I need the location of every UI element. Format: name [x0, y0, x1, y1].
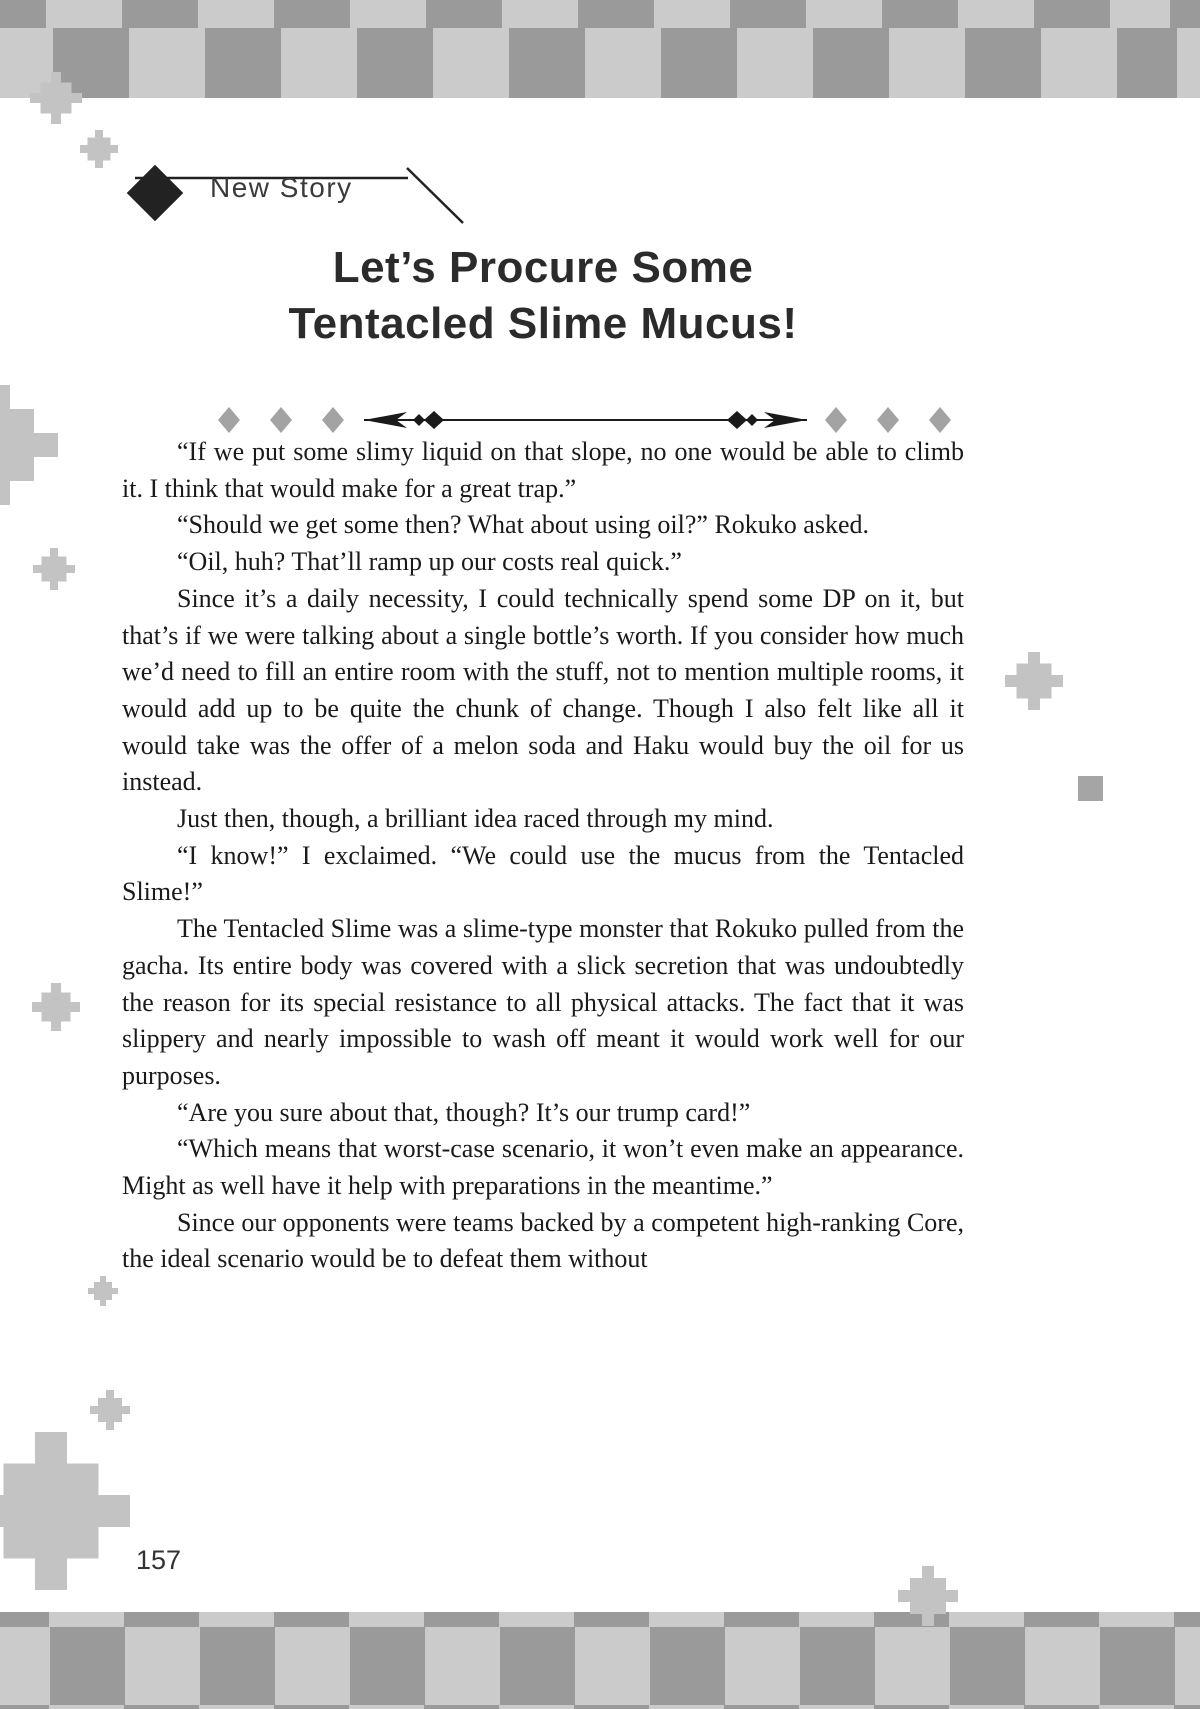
paragraph: “Which means that worst-case scenario, it won’t even make an appearance. Might as well have it help with preparations in the meantime.” — [122, 1134, 964, 1201]
pixel-cross-icon — [32, 983, 80, 1031]
pixel-cross-icon — [0, 385, 58, 505]
checkerboard-bottom-row — [0, 1612, 1200, 1627]
pixel-cross-icon — [898, 1566, 958, 1626]
paragraph: “If we put some slimy liquid on that slope, no one would be able to climb it. I think that would make for a great trap.” — [122, 437, 964, 503]
pixel-cross-icon — [30, 72, 82, 124]
pixel-cross-icon — [33, 548, 75, 590]
body-text — [122, 434, 964, 1278]
square-decoration — [1078, 776, 1103, 801]
paragraph: “Are you sure about that, though? It’s our trump card!” — [177, 1097, 751, 1127]
checkerboard-top-row — [0, 28, 1200, 98]
paragraph: “I know!” I exclaimed. “We could use the mucus from the Tentacled Slime!” — [122, 840, 964, 907]
paragraph: Since our opponents were teams backed by a competent high-ranking Core, the ideal scenario would be to defeat them without — [122, 1207, 964, 1274]
checkerboard-bottom-row — [0, 1705, 1200, 1709]
page-number: 157 — [136, 1545, 182, 1575]
paragraph: “Should we get some then? What about using oil?” Rokuko asked. — [177, 510, 869, 540]
paragraph: Since it’s a daily necessity, I could technically spend some DP on it, but that’s if we were talking about a single bottle’s worth. If you consider how much we’d need to fill an entire room with the stuff, not to mention multiple rooms, it would add up to be quite the chunk of change. Though I also felt like all it would take was the offer of a melon soda and Haku would buy the oil for us instead. — [122, 583, 964, 797]
checkerboard-top-row — [0, 0, 1200, 28]
pixel-cross-icon — [1005, 652, 1063, 710]
title-line-1: Let’s Procure Some — [332, 243, 754, 292]
checkerboard-bottom-row — [0, 1627, 1200, 1705]
paragraph: The Tentacled Slime was a slime-type monster that Rokuko pulled from the gacha. Its entire body was covered with a slick secretion that was undoubtedly the reason for its special resistance to all physical attacks. The fact that it was slippery and nearly impossible to wash off meant it would work well for our purposes. — [122, 914, 964, 1090]
pixel-cross-icon — [90, 1390, 130, 1430]
kicker-label: New Story — [210, 172, 353, 203]
pixel-cross-icon — [80, 130, 118, 168]
title-line-2: Tentacled Slime Mucus! — [288, 299, 798, 348]
page-title — [122, 240, 964, 352]
paragraph: “Oil, huh? That’ll ramp up our costs real quick.” — [177, 547, 682, 577]
divider-ornament-icon — [218, 403, 952, 437]
pixel-cross-icon — [0, 1432, 130, 1590]
paragraph: Just then, though, a brilliant idea raced through my mind. — [177, 804, 774, 834]
pixel-cross-icon — [88, 1276, 118, 1306]
